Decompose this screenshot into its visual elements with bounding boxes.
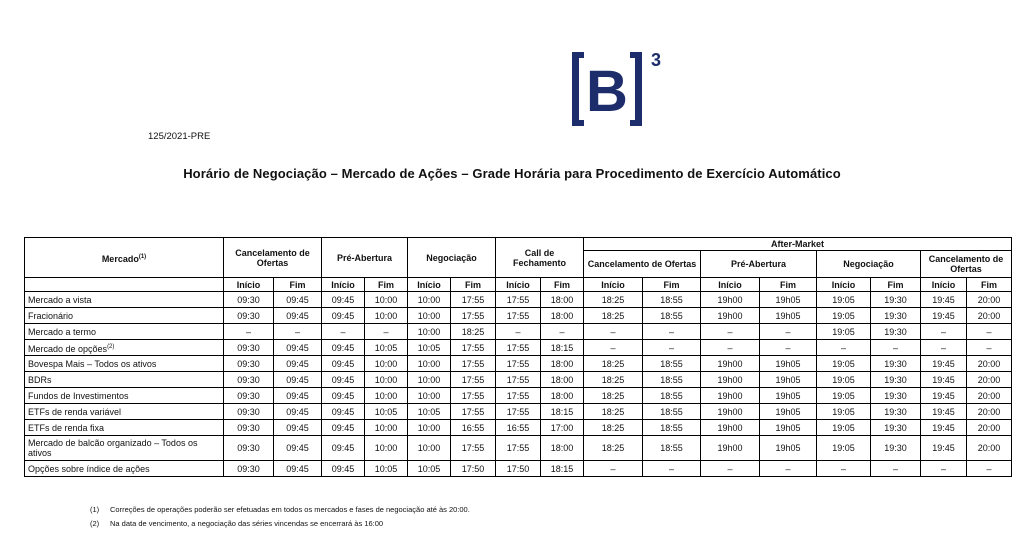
time-cell: 17:00 — [541, 420, 584, 436]
time-cell: – — [584, 324, 643, 340]
time-cell: – — [274, 324, 322, 340]
table-row — [25, 340, 1012, 356]
time-cell: – — [701, 461, 760, 477]
market-name — [25, 340, 224, 356]
time-cell: 09:45 — [274, 420, 322, 436]
time-cell: 19:30 — [871, 404, 921, 420]
time-cell: 09:45 — [322, 436, 365, 461]
time-cell: 20:00 — [967, 308, 1012, 324]
time-cell: 18:00 — [541, 388, 584, 404]
market-label: Mercado de opções — [28, 343, 108, 354]
subheader-inicio: Início — [224, 278, 274, 292]
time-cell: – — [322, 324, 365, 340]
time-cell: 09:30 — [224, 461, 274, 477]
time-cell: 17:50 — [496, 461, 541, 477]
time-cell: 10:00 — [365, 308, 408, 324]
time-cell: 17:55 — [451, 436, 496, 461]
time-cell: 18:15 — [541, 340, 584, 356]
time-cell: 09:45 — [274, 436, 322, 461]
time-cell: 19h05 — [760, 404, 817, 420]
time-cell: – — [584, 340, 643, 356]
time-cell: 18:15 — [541, 404, 584, 420]
time-cell: 10:05 — [365, 340, 408, 356]
time-cell: 10:00 — [408, 388, 451, 404]
table-row — [25, 436, 1012, 461]
time-cell: 20:00 — [967, 292, 1012, 308]
market-name — [25, 292, 224, 308]
time-cell: 17:50 — [451, 461, 496, 477]
time-cell: 20:00 — [967, 404, 1012, 420]
time-cell: 19h05 — [760, 420, 817, 436]
time-cell: 18:55 — [643, 388, 701, 404]
time-cell: 09:45 — [274, 292, 322, 308]
time-cell: 10:05 — [408, 404, 451, 420]
time-cell: 10:05 — [408, 340, 451, 356]
time-cell: 19:45 — [921, 436, 967, 461]
subheader-fim: Fim — [967, 278, 1012, 292]
time-cell: 18:25 — [584, 404, 643, 420]
subheader-inicio: Início — [322, 278, 365, 292]
time-cell: 19:45 — [921, 420, 967, 436]
time-cell: 09:45 — [274, 372, 322, 388]
time-cell: 19:05 — [817, 420, 871, 436]
time-cell: 09:45 — [322, 372, 365, 388]
time-cell: 10:00 — [365, 436, 408, 461]
time-cell: – — [584, 461, 643, 477]
time-cell: – — [643, 324, 701, 340]
time-cell: 17:55 — [451, 372, 496, 388]
table-row — [25, 292, 1012, 308]
time-cell: 19:05 — [817, 404, 871, 420]
time-cell: 09:45 — [322, 388, 365, 404]
time-cell: 17:55 — [496, 356, 541, 372]
time-cell: 10:00 — [365, 356, 408, 372]
time-cell: – — [921, 461, 967, 477]
time-cell: 19:05 — [817, 388, 871, 404]
time-cell: 09:30 — [224, 404, 274, 420]
market-label: Fundos de Investimentos — [28, 390, 129, 401]
table-row — [25, 372, 1012, 388]
time-cell: 10:00 — [408, 420, 451, 436]
time-cell: 18:25 — [584, 356, 643, 372]
svg-text:3: 3 — [650, 50, 662, 70]
b3-logo-mark — [566, 46, 666, 132]
time-cell: 19:30 — [871, 372, 921, 388]
header-pre-abertura: Pré-Abertura — [322, 238, 408, 278]
time-cell: 09:30 — [224, 340, 274, 356]
market-name — [25, 420, 224, 436]
market-note: (2) — [107, 343, 115, 350]
time-cell: 09:30 — [224, 292, 274, 308]
time-cell: 17:55 — [496, 372, 541, 388]
market-name — [25, 436, 224, 461]
subheader-inicio: Início — [701, 278, 760, 292]
b3-logo — [566, 46, 666, 132]
time-cell: 18:55 — [643, 404, 701, 420]
time-cell: 19h00 — [701, 388, 760, 404]
header-call-fechamento: Call de Fechamento — [496, 238, 584, 278]
time-cell: 09:45 — [322, 340, 365, 356]
time-cell: 18:25 — [584, 292, 643, 308]
header-am-cancelamento: Cancelamento de Ofertas — [584, 251, 701, 278]
time-cell: 17:55 — [451, 292, 496, 308]
header-am-cancelamento-2: Cancelamento de Ofertas — [921, 251, 1012, 278]
time-cell: 18:55 — [643, 356, 701, 372]
subheader-fim: Fim — [871, 278, 921, 292]
time-cell: 18:25 — [584, 372, 643, 388]
market-label: ETFs de renda fixa — [28, 422, 105, 433]
time-cell: 19h05 — [760, 388, 817, 404]
time-cell: 20:00 — [967, 436, 1012, 461]
time-cell: – — [817, 461, 871, 477]
time-cell: 09:45 — [274, 340, 322, 356]
subheader-inicio: Início — [408, 278, 451, 292]
time-cell: 18:55 — [643, 372, 701, 388]
time-cell: 18:25 — [584, 308, 643, 324]
market-label: BDRs — [28, 374, 52, 385]
time-cell: 19:05 — [817, 324, 871, 340]
time-cell: 19:45 — [921, 292, 967, 308]
table-row — [25, 461, 1012, 477]
time-cell: 09:30 — [224, 436, 274, 461]
time-cell: 20:00 — [967, 388, 1012, 404]
subheader-fim: Fim — [365, 278, 408, 292]
time-cell: 19h00 — [701, 308, 760, 324]
time-cell: 19h00 — [701, 356, 760, 372]
time-cell: 17:55 — [451, 340, 496, 356]
time-cell: 18:55 — [643, 420, 701, 436]
footnotes — [90, 503, 470, 531]
time-cell: 18:55 — [643, 292, 701, 308]
time-cell: 20:00 — [967, 420, 1012, 436]
market-label: Mercado de balcão organizado – Todos os ativos — [28, 438, 198, 458]
time-cell: 10:00 — [408, 324, 451, 340]
time-cell: 19:30 — [871, 324, 921, 340]
document-title: Horário de Negociação – Mercado de Ações – Grade Horária para Procedimento de Exercício Automático — [183, 166, 841, 181]
footnote-1: (1) Correções de operações poderão ser efetuadas em todos os mercados e fases de negociação até às 20:00. — [90, 505, 470, 514]
time-cell: 19:45 — [921, 308, 967, 324]
time-cell: 17:55 — [451, 404, 496, 420]
market-label: Fracionário — [28, 310, 74, 321]
time-cell: 19:05 — [817, 436, 871, 461]
time-cell: 09:45 — [274, 461, 322, 477]
time-cell: 10:05 — [365, 461, 408, 477]
time-cell: 19h00 — [701, 372, 760, 388]
subheader-fim: Fim — [451, 278, 496, 292]
market-name — [25, 388, 224, 404]
time-cell: 18:25 — [584, 388, 643, 404]
time-cell: – — [760, 324, 817, 340]
market-name — [25, 461, 224, 477]
header-negociacao: Negociação — [408, 238, 496, 278]
table-row — [25, 356, 1012, 372]
time-cell: 20:00 — [967, 372, 1012, 388]
time-cell: 18:25 — [584, 420, 643, 436]
time-cell: 17:55 — [496, 404, 541, 420]
time-cell: 18:00 — [541, 436, 584, 461]
time-cell: 10:00 — [365, 420, 408, 436]
market-label: Mercado a vista — [28, 294, 92, 305]
table-row — [25, 404, 1012, 420]
time-cell: 09:45 — [322, 404, 365, 420]
time-cell: 09:45 — [322, 292, 365, 308]
header-after-market: After-Market — [584, 238, 1012, 251]
time-cell: 09:45 — [322, 461, 365, 477]
subheader-inicio: Início — [921, 278, 967, 292]
table-row — [25, 308, 1012, 324]
time-cell: 19:05 — [817, 356, 871, 372]
time-cell: 16:55 — [496, 420, 541, 436]
time-cell: – — [817, 340, 871, 356]
time-cell: 17:55 — [451, 356, 496, 372]
time-cell: 09:45 — [274, 356, 322, 372]
time-cell: 19:30 — [871, 420, 921, 436]
time-cell: 19:30 — [871, 356, 921, 372]
time-cell: – — [760, 340, 817, 356]
footnote-2: (2) Na data de vencimento, a negociação das séries vincendas se encerrará às 16:00 — [90, 519, 384, 528]
time-cell: 19h05 — [760, 308, 817, 324]
table-row — [25, 420, 1012, 436]
market-label: Opções sobre índice de ações — [28, 463, 150, 474]
header-am-pre-abertura: Pré-Abertura — [701, 251, 817, 278]
time-cell: 10:00 — [408, 308, 451, 324]
market-name — [25, 308, 224, 324]
market-name — [25, 372, 224, 388]
time-cell: – — [224, 324, 274, 340]
time-cell: 16:55 — [451, 420, 496, 436]
time-cell: 19h00 — [701, 436, 760, 461]
time-cell: 20:00 — [967, 356, 1012, 372]
time-cell: 17:55 — [451, 308, 496, 324]
time-cell: 10:00 — [408, 436, 451, 461]
time-cell: 18:55 — [643, 308, 701, 324]
time-cell: 19:45 — [921, 388, 967, 404]
time-cell: – — [871, 461, 921, 477]
time-cell: 19:45 — [921, 356, 967, 372]
time-cell: 09:45 — [274, 388, 322, 404]
time-cell: 19h00 — [701, 292, 760, 308]
subheader-row — [25, 278, 1012, 292]
time-cell: 10:00 — [408, 356, 451, 372]
time-cell: 09:30 — [224, 372, 274, 388]
time-cell: 17:55 — [496, 292, 541, 308]
header-mercado: Mercado$^{(1)}$ — [25, 238, 224, 278]
time-cell: – — [701, 340, 760, 356]
time-cell: 18:00 — [541, 356, 584, 372]
time-cell: 10:00 — [408, 292, 451, 308]
subheader-fim: Fim — [274, 278, 322, 292]
time-cell: – — [967, 461, 1012, 477]
table-row — [25, 388, 1012, 404]
time-cell: 09:30 — [224, 356, 274, 372]
time-cell: 10:05 — [365, 404, 408, 420]
time-cell: – — [365, 324, 408, 340]
time-cell: 18:15 — [541, 461, 584, 477]
time-cell: 17:55 — [451, 388, 496, 404]
time-cell: 17:55 — [496, 308, 541, 324]
time-cell: 18:00 — [541, 372, 584, 388]
time-cell: 09:30 — [224, 308, 274, 324]
time-cell: – — [921, 324, 967, 340]
header-am-negociacao: Negociação — [817, 251, 921, 278]
time-cell: 19h00 — [701, 404, 760, 420]
time-cell: – — [967, 324, 1012, 340]
time-cell: 19:05 — [817, 308, 871, 324]
subheader-inicio: Início — [496, 278, 541, 292]
time-cell: 10:00 — [365, 372, 408, 388]
time-cell: 09:45 — [274, 308, 322, 324]
time-cell: 10:00 — [365, 388, 408, 404]
table-row — [25, 324, 1012, 340]
subheader-inicio: Início — [817, 278, 871, 292]
time-cell: – — [541, 324, 584, 340]
time-cell: 19h00 — [701, 420, 760, 436]
time-cell: 10:00 — [365, 292, 408, 308]
time-cell: 10:05 — [408, 461, 451, 477]
subheader-fim: Fim — [760, 278, 817, 292]
time-cell: 19:05 — [817, 372, 871, 388]
time-cell: – — [760, 461, 817, 477]
subheader-fim: Fim — [541, 278, 584, 292]
subheader-blank — [25, 278, 224, 292]
time-cell: 09:45 — [322, 420, 365, 436]
time-cell: 19h05 — [760, 292, 817, 308]
market-label: Bovespa Mais – Todos os ativos — [28, 358, 157, 369]
market-name — [25, 324, 224, 340]
time-cell: – — [643, 461, 701, 477]
time-cell: – — [701, 324, 760, 340]
subheader-fim: Fim — [643, 278, 701, 292]
market-label: Mercado a termo — [28, 326, 97, 337]
document-reference: 125/2021-PRE — [148, 131, 211, 142]
market-name — [25, 404, 224, 420]
time-cell: 19h05 — [760, 372, 817, 388]
subheader-inicio: Início — [584, 278, 643, 292]
time-cell: 19:30 — [871, 436, 921, 461]
time-cell: 19h05 — [760, 436, 817, 461]
market-label: ETFs de renda variável — [28, 406, 122, 417]
time-cell: 19:30 — [871, 292, 921, 308]
time-cell: 19:30 — [871, 308, 921, 324]
time-cell: 18:00 — [541, 292, 584, 308]
time-cell: 09:30 — [224, 388, 274, 404]
header-cancelamento: Cancelamento de Ofertas — [224, 238, 322, 278]
time-cell: – — [871, 340, 921, 356]
market-name — [25, 356, 224, 372]
time-cell: 19:45 — [921, 404, 967, 420]
time-cell: 19:30 — [871, 388, 921, 404]
time-cell: 17:55 — [496, 388, 541, 404]
time-cell: 09:30 — [224, 420, 274, 436]
time-cell: 09:45 — [322, 356, 365, 372]
time-cell: 10:00 — [408, 372, 451, 388]
time-cell: 18:25 — [584, 436, 643, 461]
time-cell: 17:55 — [496, 436, 541, 461]
time-cell: – — [643, 340, 701, 356]
time-cell: 18:55 — [643, 436, 701, 461]
time-cell: – — [921, 340, 967, 356]
time-cell: 17:55 — [496, 340, 541, 356]
svg-text:B: B — [586, 59, 628, 124]
table-body — [25, 292, 1012, 477]
time-cell: 09:45 — [322, 308, 365, 324]
time-cell: – — [967, 340, 1012, 356]
trading-hours-table — [24, 237, 1012, 477]
time-cell: 19h05 — [760, 356, 817, 372]
time-cell: – — [496, 324, 541, 340]
time-cell: 18:25 — [451, 324, 496, 340]
time-cell: 19:45 — [921, 372, 967, 388]
time-cell: 18:00 — [541, 308, 584, 324]
time-cell: 09:45 — [274, 404, 322, 420]
time-cell: 19:05 — [817, 292, 871, 308]
